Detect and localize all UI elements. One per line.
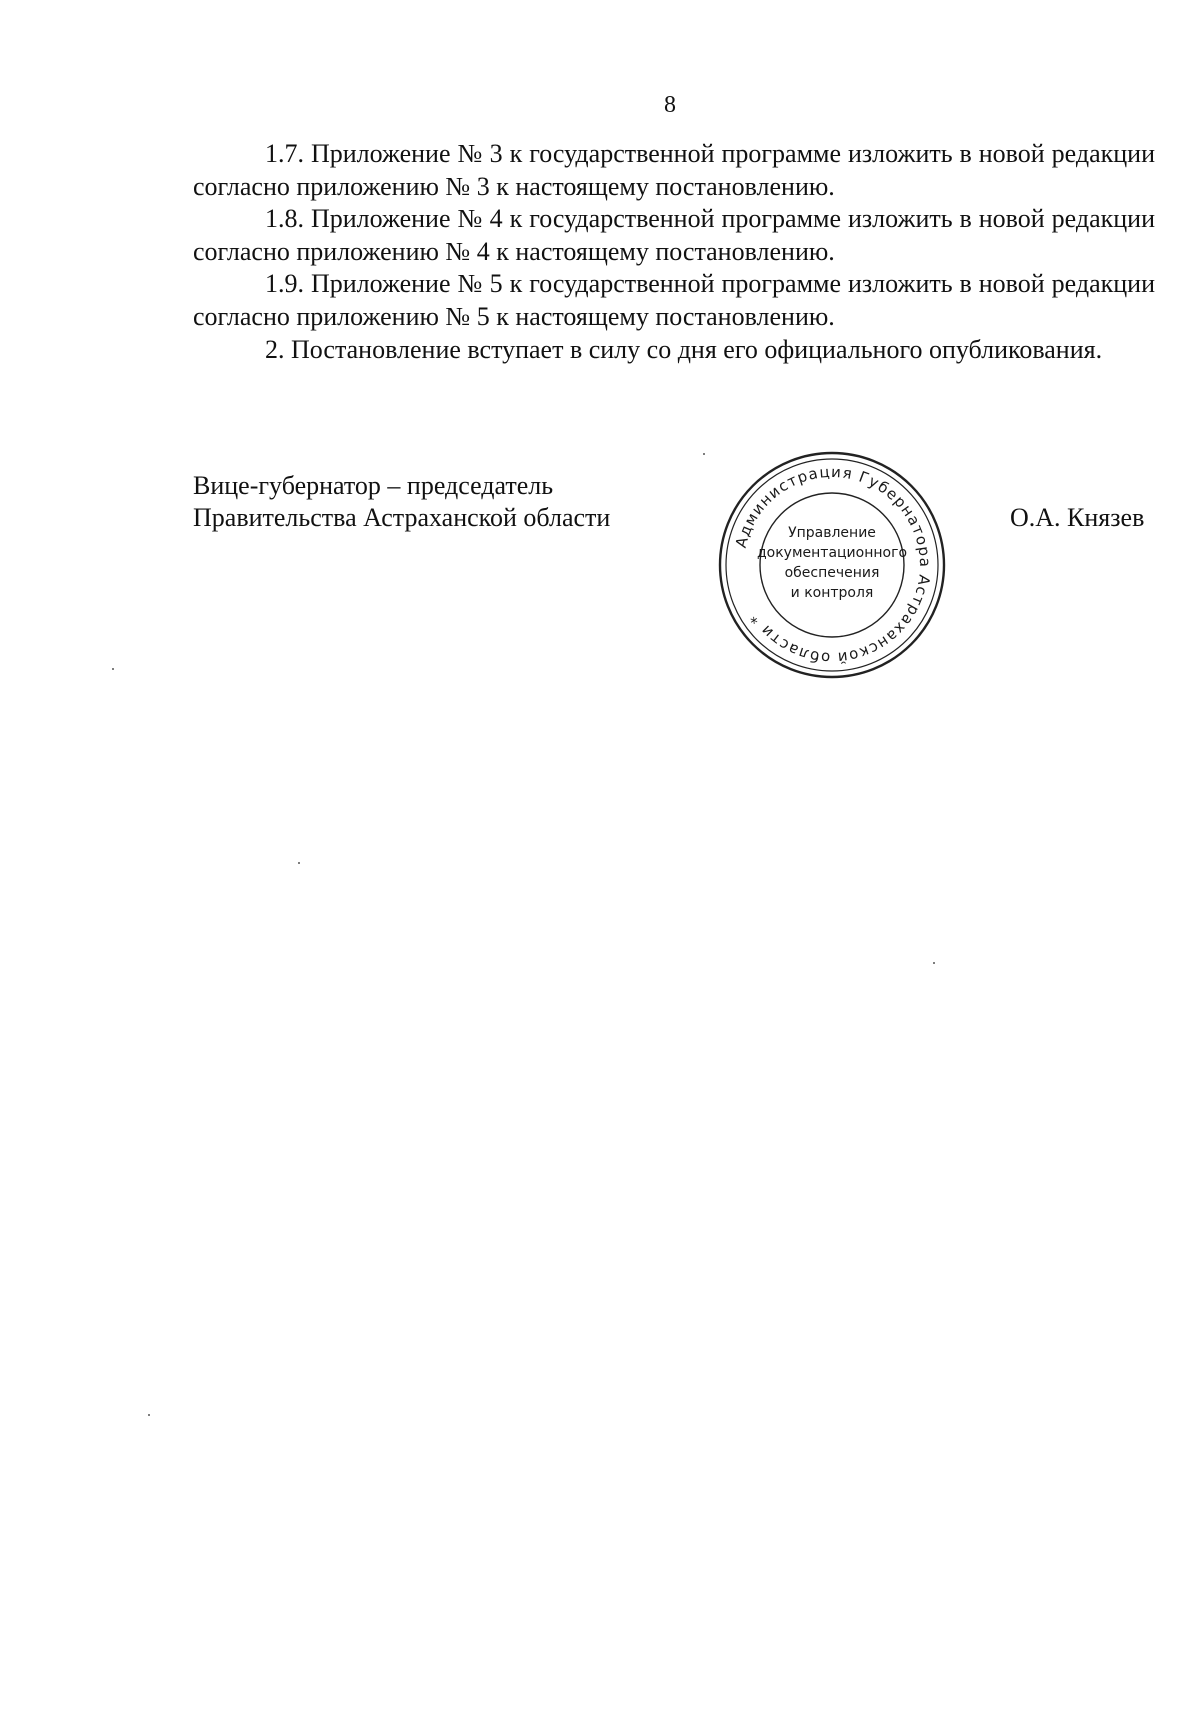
- seal-center-line-2: документационного: [756, 545, 908, 561]
- body-text: [193, 138, 1155, 366]
- signer-name: О.А. Князев: [1010, 503, 1145, 532]
- scan-speck: [933, 962, 935, 964]
- seal-center-line-4: и контроля: [790, 585, 874, 601]
- seal-center-line-1: Управление: [788, 525, 876, 541]
- scan-speck: [703, 453, 705, 455]
- page-number-text: 8: [664, 92, 676, 118]
- page-number: [0, 92, 1200, 119]
- signer-position-line-2: Правительства Астраханской области: [193, 503, 611, 532]
- scan-speck: [112, 668, 114, 670]
- seal-ring-textpath: Администрация Губернатора Астраханской области *: [731, 462, 935, 668]
- paragraph-1-8: 1.8. Приложение № 4 к государственной программе изложить в новой редакции согласно приложению № 4 к настоящему постановлению.: [193, 204, 1155, 266]
- official-seal: [714, 447, 950, 683]
- seal-stamp-graphic: [714, 447, 950, 683]
- paragraph-1-9: 1.9. Приложение № 5 к государственной программе изложить в новой редакции согласно приложению № 5 к настоящему постановлению.: [193, 269, 1155, 331]
- seal-center-line-3: обеспечения: [784, 565, 880, 581]
- scan-speck: [298, 862, 300, 864]
- scan-speck: [148, 1414, 150, 1416]
- signer-position-line-1: Вице-губернатор – председатель: [193, 471, 554, 500]
- paragraph-1-7: 1.7. Приложение № 3 к государственной программе изложить в новой редакции согласно приложению № 3 к настоящему постановлению.: [193, 139, 1155, 201]
- paragraph-2: 2. Постановление вступает в силу со дня его официального опубликования.: [265, 334, 1103, 364]
- signer-position: [193, 470, 610, 534]
